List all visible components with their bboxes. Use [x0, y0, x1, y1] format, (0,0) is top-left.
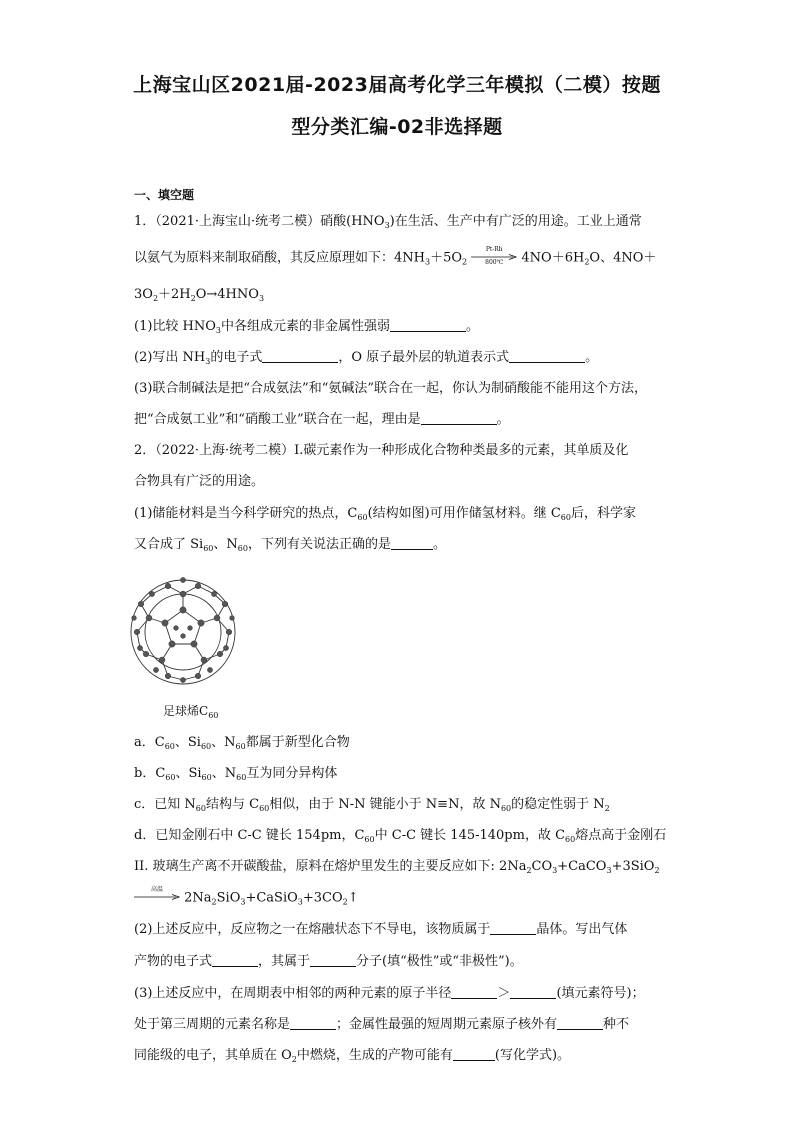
q2-line2: 合物具有广泛的用途。: [134, 474, 265, 489]
document-title-line1: 上海宝山区2021届-2023届高考化学三年模拟（二模）按题: [133, 74, 661, 96]
q2-line1: 2．（2022·上海·统考二模）I.碳元素作为一种形成化合物种类最多的元素，其单质及化: [134, 443, 629, 458]
answer-blank[interactable]: [310, 954, 356, 967]
q2-part3-line2: 处于第三周期的元素名称是 ；金属性最强的短周期元素原子核外有 种不: [134, 1017, 630, 1032]
figure-caption: 足球烯$C_{60}$: [163, 704, 219, 720]
answer-blank[interactable]: [212, 954, 258, 967]
answer-blank[interactable]: [290, 1017, 336, 1030]
answer-blank[interactable]: [453, 1048, 495, 1061]
q2-part3-line1: (3)上述反应中，在周期表中相邻的两种元素的原子半径 ＞ (填元素符号)；: [134, 986, 645, 1001]
option-c: c．已知 $N_{60}$结构与 $C_{60}$相似，由于 N-N 键能小于 N≡N，故 $N_{60}$的稳定性弱于 $N_2$: [134, 797, 610, 813]
document-title-line2: 型分类汇编-02非选择题: [291, 116, 503, 138]
answer-blank[interactable]: [510, 986, 556, 999]
q1-line1: 1．（2021·上海宝山·统考二模）硝酸$(HNO_3)$在生活、生产中有广泛的用途。工业上通常: [134, 214, 642, 230]
section-heading: 一、填空题: [134, 188, 195, 202]
option-b: b．$C_{60}$、$Si_{60}$、$N_{60}$互为同分异构体: [134, 766, 338, 782]
answer-blank[interactable]: [390, 319, 466, 332]
option-a: a．$C_{60}$、$Si_{60}$、$N_{60}$都属于新型化合物: [134, 735, 350, 751]
q2-part1-line2: 又合成了 $Si_{60}$、$N_{60}$，下列有关说法正确的是 。: [134, 537, 446, 553]
buckyball-c60-figure: [128, 566, 238, 696]
answer-blank[interactable]: [490, 922, 536, 935]
q1-part3-line2: 把“合成氨工业”和“硝酸工业”联合在一起，理由是 。: [134, 412, 510, 427]
q2-part1-line1: (1)储能材料是当今科学研究的热点，$C_{60}$(结构如图)可用作储氢材料。继 $C_{60}$后，科学家: [134, 506, 636, 522]
q1-part1: (1)比较 $HNO_3$中各组成元素的非金属性强弱 。: [134, 319, 480, 335]
answer-blank[interactable]: [391, 537, 433, 550]
q2-partII-line2: 高温 $2Na_2SiO_3+CaSiO_3+3CO_2↑$: [134, 889, 359, 908]
answer-blank[interactable]: [557, 1017, 603, 1030]
buckyball-atoms: [132, 577, 235, 682]
reaction-arrow: 高温: [134, 889, 180, 907]
reaction-arrow: Pt-Rh 800℃: [471, 249, 517, 267]
q1-part2: (2)写出 $NH_3$的电子式 ，O 原子最外层的轨道表示式 。: [134, 350, 599, 366]
q2-partII-line1: II. 玻璃生产离不开碳酸盐，原料在熔炉里发生的主要反应如下: $2Na_2CO_3+CaCO_3+3SiO_2$: [134, 859, 660, 875]
q1-part3-line1: (3)联合制碱法是把“合成氨法”和“氨碱法”联合在一起，你认为制硝酸能不能用这个方法，: [134, 381, 647, 396]
q2-part2-line2: 产物的电子式 ，其属于 分子(填“极性”或“非极性”)。: [134, 954, 523, 969]
q2-part2-line1: (2)上述反应中，反应物之一在熔融状态下不导电，该物质属于 晶体。写出气体: [134, 922, 628, 937]
q1-line2: 以氨气为原料来制取硝酸，其反应原理如下：$4NH_3+5O_2$ Pt-Rh 800℃ $4NO+6H_2O$、4NO＋: [134, 246, 657, 267]
option-d: d．已知金刚石中 C-C 键长 154pm，$C_{60}$中 C-C 键长 145-140pm，故 $C_{60}$熔点高于金刚石: [134, 828, 667, 844]
answer-blank[interactable]: [451, 986, 497, 999]
q1-line3: $3O_2+2H_2O\to 4HNO_3$: [134, 287, 265, 303]
answer-blank[interactable]: [509, 350, 585, 363]
answer-blank[interactable]: [421, 412, 497, 425]
answer-blank[interactable]: [262, 350, 338, 363]
q2-part3-line3: 同能级的电子，其单质在 $O_2$中燃烧，生成的产物可能有 (写化学式)。: [134, 1048, 571, 1064]
